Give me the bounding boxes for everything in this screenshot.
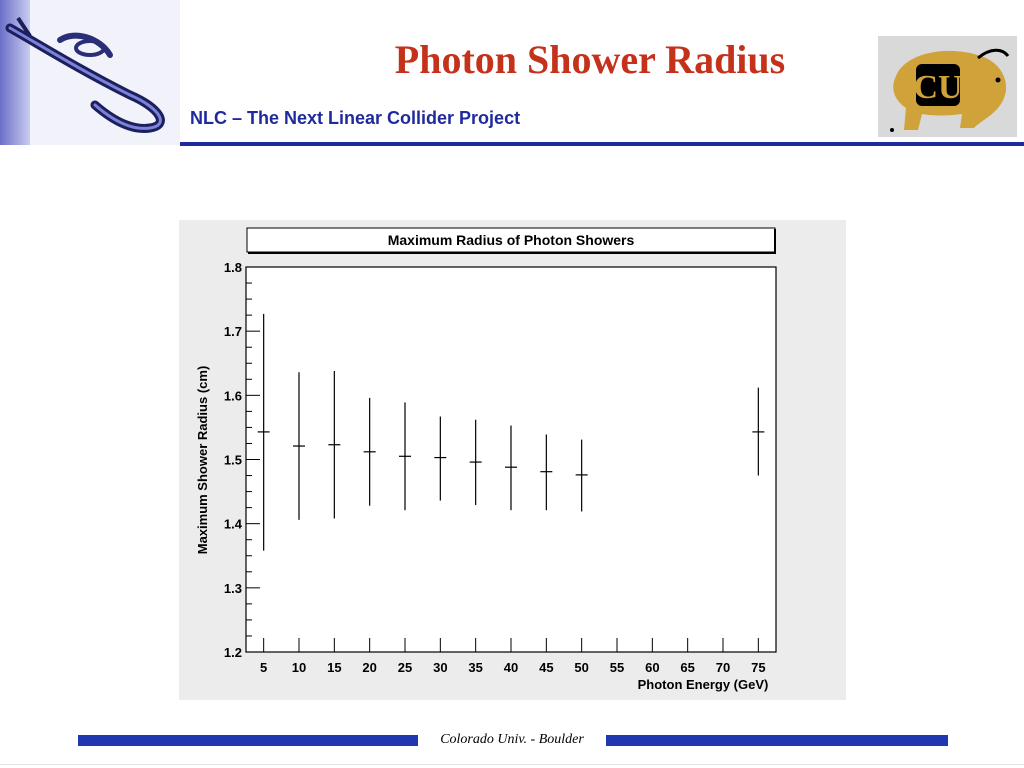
- x-tick-label: 70: [715, 660, 731, 675]
- chart-title: Maximum Radius of Photon Showers: [387, 232, 635, 248]
- footer-bar-right: [606, 735, 948, 746]
- y-axis-label: Maximum Shower Radius (cm): [195, 365, 210, 555]
- slide-subtitle: NLC – The Next Linear Collider Project: [190, 108, 521, 128]
- header-divider: [180, 142, 1024, 146]
- nlc-swoosh-logo: [0, 0, 185, 145]
- footer-text: Colorado Univ. - Boulder: [440, 732, 584, 747]
- y-tick-label: 1.5: [223, 452, 242, 468]
- y-tick-label: 1.7: [223, 324, 242, 340]
- x-tick-label: 55: [609, 660, 625, 675]
- y-tick-label: 1.2: [223, 645, 242, 660]
- x-tick-label: 40: [503, 660, 519, 675]
- x-tick-label: 10: [291, 660, 307, 675]
- x-tick-label: 75: [751, 660, 766, 675]
- cu-buffalo-logo: [878, 36, 1017, 137]
- x-tick-label: 25: [397, 660, 413, 675]
- y-tick-label: 1.6: [223, 388, 242, 404]
- x-tick-label: 35: [468, 660, 483, 675]
- x-tick-label: 60: [645, 660, 660, 675]
- x-tick-label: 30: [433, 660, 448, 675]
- x-tick-label: 20: [362, 660, 377, 675]
- bottom-rule: [0, 764, 1024, 765]
- chart-svg: [179, 220, 846, 700]
- x-tick-label: 50: [574, 660, 589, 675]
- y-tick-label: 1.4: [223, 516, 242, 532]
- chart-panel: [179, 220, 846, 700]
- x-tick-label: 65: [680, 660, 695, 675]
- cu-logo-lettering: CU: [913, 69, 963, 106]
- y-tick-label: 1.8: [223, 260, 242, 275]
- x-axis-label: Photon Energy (GeV): [637, 677, 769, 692]
- y-tick-label: 1.3: [223, 580, 242, 596]
- x-tick-label: 15: [327, 660, 342, 675]
- x-tick-label: 5: [260, 660, 268, 675]
- x-tick-label: 45: [539, 660, 554, 675]
- slide-title: Photon Shower Radius: [394, 37, 786, 82]
- footer-bar-left: [78, 735, 418, 746]
